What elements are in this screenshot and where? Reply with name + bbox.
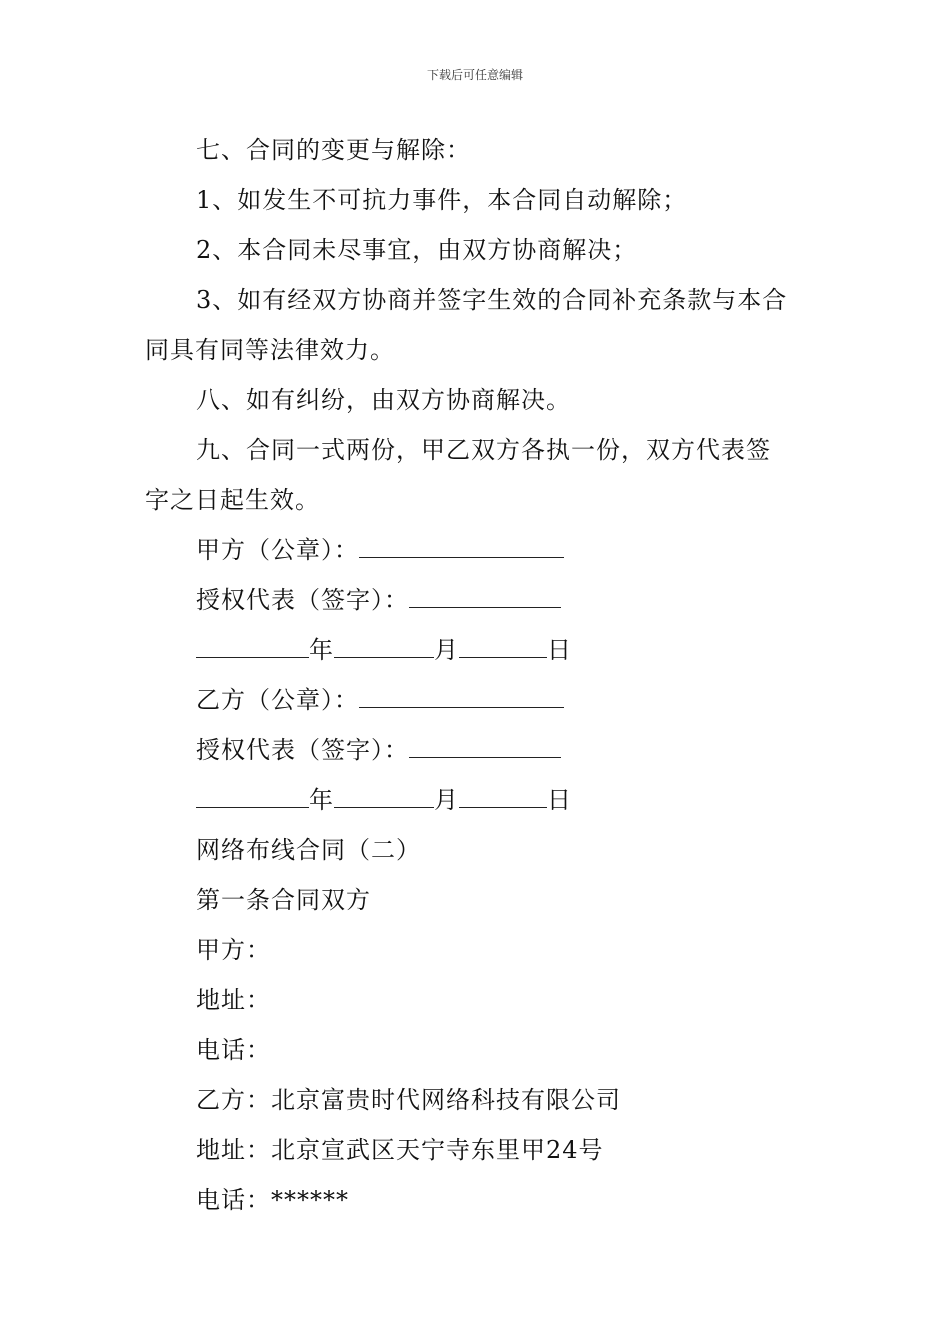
party-b-seal-blank[interactable] (359, 685, 564, 708)
clause-9-line-1: 九、合同一式两份，甲乙双方各执一份，双方代表签 (196, 436, 771, 464)
party-b-rep-row (196, 735, 561, 765)
party-a-label: 甲方： (196, 936, 271, 964)
party-a-month-label: 月 (434, 636, 459, 664)
clause-1-heading: 第一条合同双方 (196, 886, 371, 914)
party-a-day-label: 日 (547, 636, 572, 664)
party-a-seal-row (196, 535, 564, 565)
party-b-date-row (196, 785, 572, 815)
party-a-rep-label: 授权代表（签字）： (196, 586, 409, 614)
party-b-year-label: 年 (309, 786, 334, 814)
party-a-day-blank[interactable] (459, 635, 547, 658)
clause-9-line-2: 字之日起生效。 (145, 486, 320, 514)
party-b-phone: 电话：****** (196, 1186, 349, 1214)
party-a-month-blank[interactable] (334, 635, 434, 658)
party-b-name: 乙方：北京富贵时代网络科技有限公司 (196, 1086, 621, 1114)
party-b-seal-row (196, 685, 564, 715)
clause-7-item-3-line-1: 3、如有经双方协商并签字生效的合同补充条款与本合 (196, 286, 788, 314)
party-b-year-blank[interactable] (196, 785, 309, 808)
clause-7-item-1: 1、如发生不可抗力事件，本合同自动解除； (196, 186, 688, 214)
party-b-day-label: 日 (547, 786, 572, 814)
party-b-month-blank[interactable] (334, 785, 434, 808)
contract-2-title: 网络布线合同（二） (196, 836, 421, 864)
clause-7-heading: 七、合同的变更与解除： (196, 136, 471, 164)
party-b-month-label: 月 (434, 786, 459, 814)
party-b-day-blank[interactable] (459, 785, 547, 808)
party-a-seal-blank[interactable] (359, 535, 564, 558)
party-a-date-row (196, 635, 572, 665)
clause-7-item-2: 2、本合同未尽事宜，由双方协商解决； (196, 236, 638, 264)
party-a-phone: 电话： (196, 1036, 271, 1064)
party-a-seal-label: 甲方（公章）： (196, 536, 359, 564)
page-header: 下载后可任意编辑 (426, 68, 523, 82)
clause-8: 八、如有纠纷，由双方协商解决。 (196, 386, 571, 414)
party-b-rep-blank[interactable] (409, 735, 561, 758)
party-a-address: 地址： (196, 986, 271, 1014)
party-b-seal-label: 乙方（公章）： (196, 686, 359, 714)
party-a-rep-row (196, 585, 561, 615)
clause-7-item-3-line-2: 同具有同等法律效力。 (145, 336, 395, 364)
party-a-year-label: 年 (309, 636, 334, 664)
party-a-year-blank[interactable] (196, 635, 309, 658)
party-b-address: 地址：北京宣武区天宁寺东里甲24号 (196, 1136, 604, 1164)
party-b-rep-label: 授权代表（签字）： (196, 736, 409, 764)
party-a-rep-blank[interactable] (409, 585, 561, 608)
